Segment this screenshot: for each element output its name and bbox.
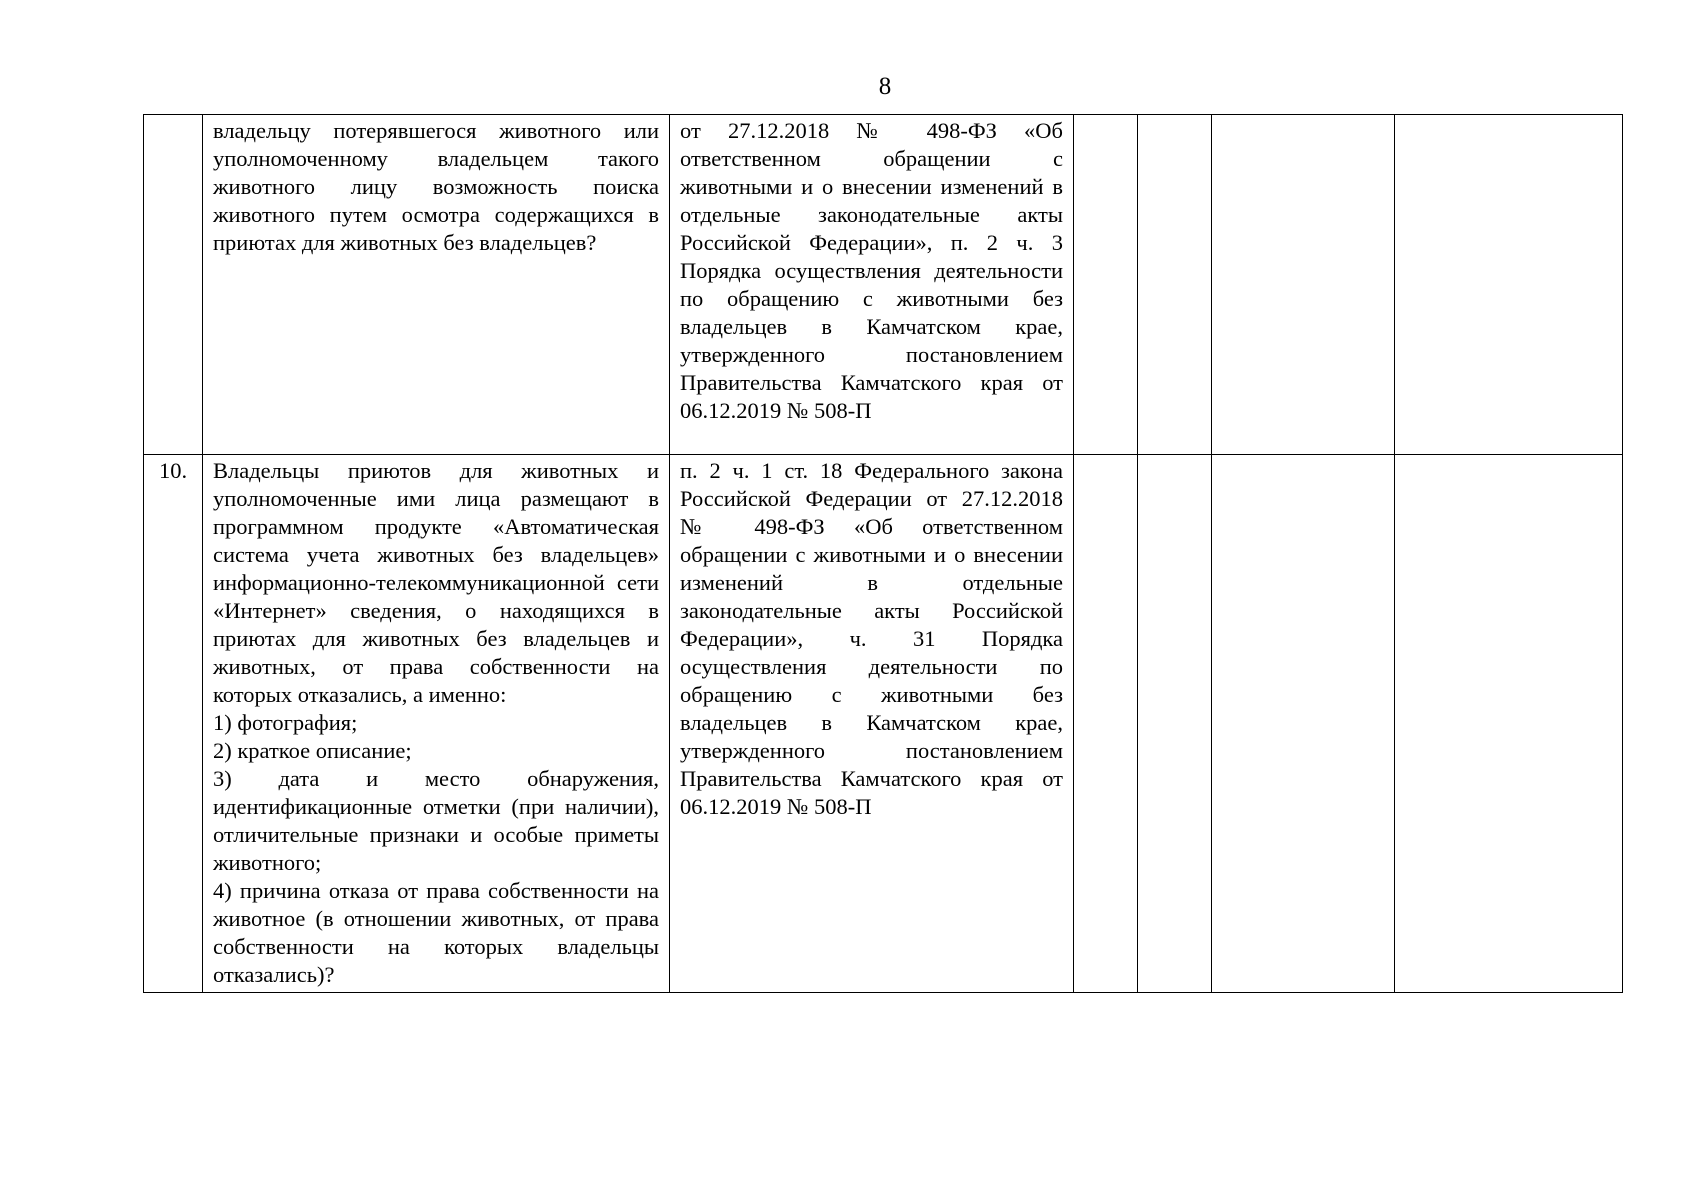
legal-reference-text: от 27.12.2018 № 498-ФЗ «Об ответственном обращении с животными и о внесении изменений в отдельные законодательные акты Российской Федерации», п. 2 ч. 3 Порядка осуществления деятельности по обращению с животными без владельцев в Камчатском крае, утвержденного постановлением Правительства Камчатского края от 06.12.2019 № 508-П [680,118,1063,423]
page-number: 8 [878,73,892,100]
row-number-cell: 10. [144,455,203,993]
requirement-question-cell [203,115,670,455]
answer-cell-yes [1074,455,1138,993]
legal-reference-cell [670,455,1074,993]
requirement-list-item: 4) причина отказа от права собственности на животное (в отношении животных, от права собственности на которых владельцы отказались)? [213,878,659,987]
row-number-cell [144,115,203,455]
requirement-list-item: 1) фотография; [213,710,358,735]
requirement-question-paragraph: Владельцы приютов для животных и уполномоченные ими лица размещают в программном продукте «Автоматическая система учета животных без владельцев» информационно-телекоммуникационной сети «Интернет» сведения, о находящихся в приютах для животных без владельцев и животных, от права собственности на которых отказались, а именно: [213,458,659,707]
table-row [144,455,1623,993]
requirement-question-text: владельцу потерявшегося животного или уполномоченному владельцем такого животного лицу возможность поиска животного путем осмотра содержащихся в приютах для животных без владельцев? [213,118,659,255]
notes-cell [1395,455,1623,993]
answer-cell-no [1138,115,1212,455]
answer-cell-not-applicable [1212,115,1395,455]
legal-reference-text: п. 2 ч. 1 ст. 18 Федерального закона Российской Федерации от 27.12.2018 № 498-ФЗ «Об ответственном обращении с животными и о внесении изменений в отдельные законодательные акты Российской Федерации», ч. 31 Порядка осуществления деятельности по обращению с животными без владельцев в Камчатском крае, утвержденного постановлением Правительства Камчатского края от 06.12.2019 № 508-П [680,458,1063,819]
table-row [144,115,1623,455]
notes-cell [1395,115,1623,455]
requirement-list-item: 3) дата и место обнаружения, идентификационные отметки (при наличии), отличительные признаки и особые приметы животного; [213,766,659,875]
requirement-list-item: 2) краткое описание; [213,738,412,763]
checklist-table [143,114,1623,993]
answer-cell-no [1138,455,1212,993]
requirement-question-cell [203,455,670,993]
legal-reference-cell [670,115,1074,455]
answer-cell-not-applicable [1212,455,1395,993]
answer-cell-yes [1074,115,1138,455]
